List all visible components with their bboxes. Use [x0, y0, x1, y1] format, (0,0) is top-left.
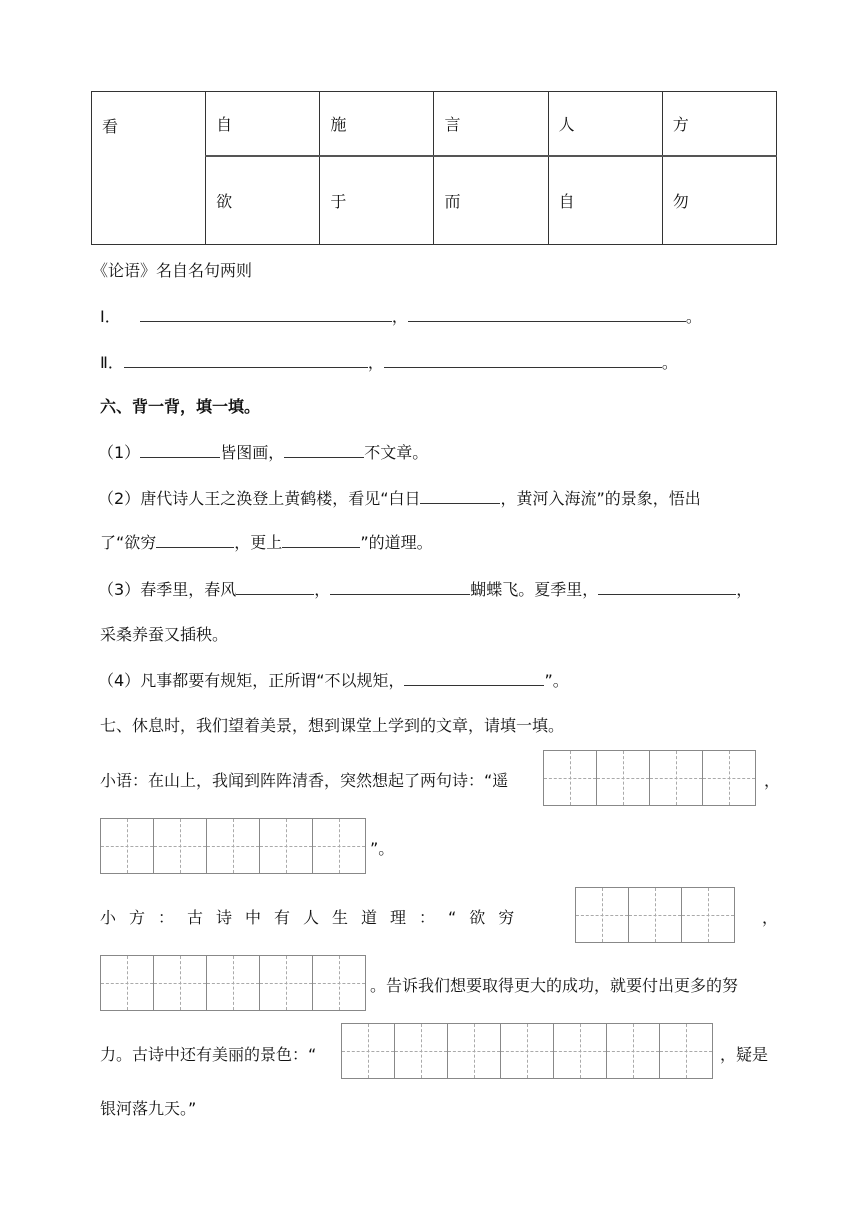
char-box[interactable] [576, 888, 629, 942]
question-text: 春季里，春风 [140, 580, 237, 599]
lunyu-line-1 [100, 304, 702, 327]
answer-blank[interactable] [404, 671, 544, 686]
char-box[interactable] [501, 1024, 554, 1078]
char-box[interactable] [101, 819, 154, 873]
table-head-cell: 看 [92, 92, 206, 245]
answer-blank[interactable] [140, 443, 220, 458]
question-text: 唐代诗人王之涣登上黄鹤楼，看见“白日 [140, 489, 421, 508]
char-box[interactable] [682, 888, 735, 942]
period: 。 [685, 307, 702, 326]
question-3 [98, 577, 752, 600]
char-box[interactable] [154, 819, 207, 873]
char-box[interactable] [703, 751, 756, 805]
char-box[interactable] [395, 1024, 448, 1078]
question-text: 不文章。 [364, 443, 429, 462]
answer-blank[interactable] [284, 443, 364, 458]
char-box[interactable] [660, 1024, 713, 1078]
char-box[interactable] [207, 956, 260, 1010]
char-box[interactable] [207, 819, 260, 873]
question-text: 皆图画， [220, 443, 285, 462]
answer-blank[interactable] [124, 353, 368, 368]
xiaofang-text: 小方：古诗中有人生道理：“欲穷 [100, 908, 528, 927]
char-box[interactable] [650, 751, 703, 805]
lunyu-title: 《论语》名自名句两则 [92, 261, 253, 280]
question-text: ，黄河入海流”的景象，悟出 [500, 489, 701, 508]
section-6-title: 六、背一背，填一填。 [100, 397, 261, 416]
tianzige-boxes-xiaoyu-1[interactable] [543, 750, 756, 806]
question-text: 蝴蝶飞。夏季里， [470, 580, 599, 599]
char-box[interactable] [544, 751, 597, 805]
comma: ， [736, 580, 753, 599]
question-number: （2） [98, 489, 141, 508]
section-7-title: 七、休息时，我们望着美景，想到课堂上学到的文章，请填一填。 [100, 716, 565, 735]
question-1 [98, 440, 428, 463]
period: 。 [661, 353, 678, 372]
xiaofang-line3: 力。古诗中还有美丽的景色：“ [100, 1045, 317, 1064]
comma: ， [314, 580, 331, 599]
question-text: ，更上 [234, 533, 283, 552]
matching-table [91, 91, 777, 245]
char-box[interactable] [629, 888, 682, 942]
table-cell: 自 [548, 156, 662, 245]
line-label: Ⅱ． [100, 353, 124, 372]
comma: ， [367, 353, 384, 372]
question-3-cont: 采桑养蚕又插秧。 [100, 625, 229, 644]
question-number: （3） [98, 580, 141, 599]
question-text: 凡事都要有规矩，正所谓“不以规矩， [140, 671, 405, 690]
question-text: 了“欲穷 [100, 533, 157, 552]
comma: ， [764, 771, 781, 790]
close-quote: ”。 [370, 839, 395, 858]
char-box[interactable] [342, 1024, 395, 1078]
tianzige-boxes-xiaofang-1[interactable] [575, 887, 735, 943]
xiaofang-after: ，疑是 [720, 1045, 769, 1064]
char-box[interactable] [448, 1024, 501, 1078]
char-box[interactable] [554, 1024, 607, 1078]
answer-blank[interactable] [408, 307, 686, 322]
question-number: （4） [98, 671, 141, 690]
answer-blank[interactable] [330, 580, 470, 595]
xiaoyu-text: 小语：在山上，我闻到阵阵清香，突然想起了两句诗：“遥 [100, 771, 509, 790]
comma: ， [762, 908, 779, 927]
table-cell: 方 [662, 92, 776, 157]
xiaofang-cont: 。告诉我们想要取得更大的成功，就要付出更多的努 [370, 976, 739, 995]
char-box[interactable] [101, 956, 154, 1010]
table-cell: 施 [320, 92, 434, 157]
tianzige-boxes-xiaofang-2[interactable] [100, 955, 366, 1011]
char-box[interactable] [154, 956, 207, 1010]
lunyu-line-2 [100, 350, 678, 373]
tianzige-boxes-xiaoyu-2[interactable] [100, 818, 366, 874]
char-box[interactable] [313, 819, 366, 873]
table-cell: 于 [320, 156, 434, 245]
table-cell: 自 [206, 92, 320, 157]
tianzige-boxes-xiaofang-3[interactable] [341, 1023, 713, 1079]
char-box[interactable] [260, 956, 313, 1010]
question-2 [98, 486, 701, 509]
answer-blank[interactable] [140, 307, 392, 322]
table-cell: 欲 [206, 156, 320, 245]
xiaofang-last: 银河落九天。” [100, 1099, 197, 1118]
char-box[interactable] [313, 956, 366, 1010]
answer-blank[interactable] [384, 353, 662, 368]
table-cell: 言 [434, 92, 548, 157]
table-cell: 人 [548, 92, 662, 157]
answer-blank[interactable] [236, 580, 314, 595]
answer-blank[interactable] [156, 533, 234, 548]
table-cell: 而 [434, 156, 548, 245]
line-label: Ⅰ． [100, 307, 121, 326]
question-number: （1） [98, 443, 141, 462]
answer-blank[interactable] [282, 533, 360, 548]
question-text: ”。 [544, 671, 569, 690]
table-cell: 勿 [662, 156, 776, 245]
answer-blank[interactable] [420, 489, 500, 504]
question-4 [98, 668, 569, 691]
char-box[interactable] [260, 819, 313, 873]
answer-blank[interactable] [598, 580, 736, 595]
char-box[interactable] [607, 1024, 660, 1078]
comma: ， [391, 307, 408, 326]
question-text: ”的道理。 [360, 533, 433, 552]
char-box[interactable] [597, 751, 650, 805]
question-2-cont [100, 530, 433, 553]
